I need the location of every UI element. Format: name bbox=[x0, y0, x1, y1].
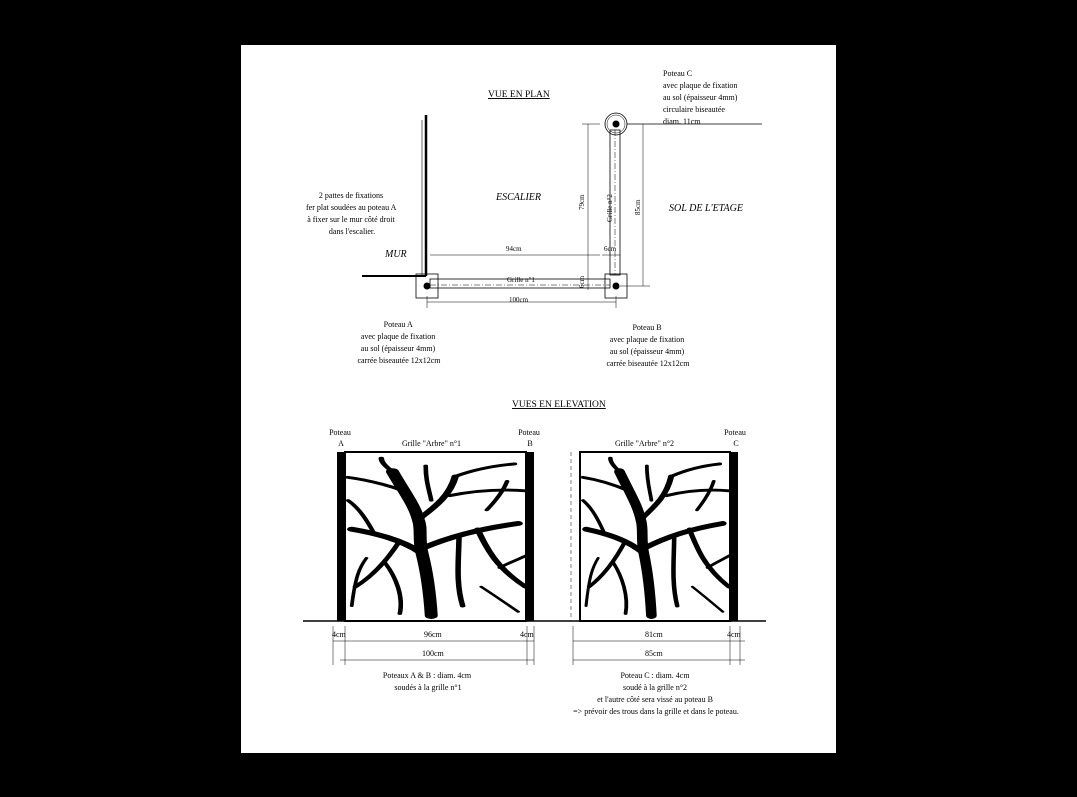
dim-6b: 6cm bbox=[578, 275, 586, 288]
elev-poteau-b: Poteau B bbox=[518, 428, 540, 448]
sol-etage-label: SOL DE L'ETAGE bbox=[669, 203, 743, 214]
mur-label: MUR bbox=[385, 249, 407, 260]
dim-96cm: 96cm bbox=[424, 630, 442, 639]
pattes-note: 2 pattes de fixations fer plat soudées au poteau A à fixer sur le mur côté droit dans l'escalier. bbox=[306, 191, 396, 236]
elev-poteau-c: Poteau C bbox=[724, 428, 746, 448]
escalier-label: ESCALIER bbox=[496, 192, 541, 203]
elevation-title: VUES EN ELEVATION bbox=[512, 400, 606, 410]
plan-title: VUE EN PLAN bbox=[488, 90, 550, 100]
elev-post-c bbox=[731, 452, 738, 621]
elev-poteau-a: Poteau A bbox=[329, 428, 351, 448]
poteau-c-note: Poteau C avec plaque de fixation au sol (épaisseur 4mm) circulaire biseautée diam. 11cm bbox=[663, 69, 738, 126]
dim-94: 94cm bbox=[506, 245, 522, 253]
dim-4cm-c: 4cm bbox=[727, 630, 741, 639]
poteau-b-note: Poteau B avec plaque de fixation au sol (épaisseur 4mm) carrée biseautée 12x12cm bbox=[606, 323, 690, 368]
note-poteau-c: Poteau C : diam. 4cm soudé à la grille n°2 et l'autre côté sera vissé au poteau B => prévoir des trous dans la grille et dans le poteau. bbox=[573, 671, 739, 716]
elev-post-b bbox=[527, 452, 534, 621]
poteau-a-post bbox=[424, 283, 431, 290]
poteau-c-post bbox=[613, 121, 620, 128]
poteau-a-note: Poteau A avec plaque de fixation au sol (épaisseur 4mm) carrée biseautée 12x12cm bbox=[357, 320, 441, 365]
poteau-b-post bbox=[613, 283, 620, 290]
dim-100: 100cm bbox=[509, 296, 529, 304]
dim-85cm-elev: 85cm bbox=[645, 649, 663, 658]
grille-arbre-1-label: Grille "Arbre" n°1 bbox=[402, 439, 462, 448]
dim-81cm: 81cm bbox=[645, 630, 663, 639]
dim-85: 85cm bbox=[634, 199, 642, 215]
note-poteaux-ab: Poteaux A & B : diam. 4cm soudés à la grille n°1 bbox=[382, 671, 472, 692]
dim-4cm-a: 4cm bbox=[332, 630, 346, 639]
dim-6a: 6cm bbox=[604, 245, 617, 253]
elev-post-a bbox=[337, 452, 344, 621]
grille-arbre-2-label: Grille "Arbre" n°2 bbox=[615, 439, 675, 448]
grille-2-label: Grille n°2 bbox=[606, 194, 614, 222]
dim-100cm-elev: 100cm bbox=[422, 649, 444, 658]
grille-1-label: Grille n°1 bbox=[507, 276, 535, 284]
dim-4cm-b: 4cm bbox=[520, 630, 534, 639]
dim-79: 79cm bbox=[578, 194, 586, 210]
